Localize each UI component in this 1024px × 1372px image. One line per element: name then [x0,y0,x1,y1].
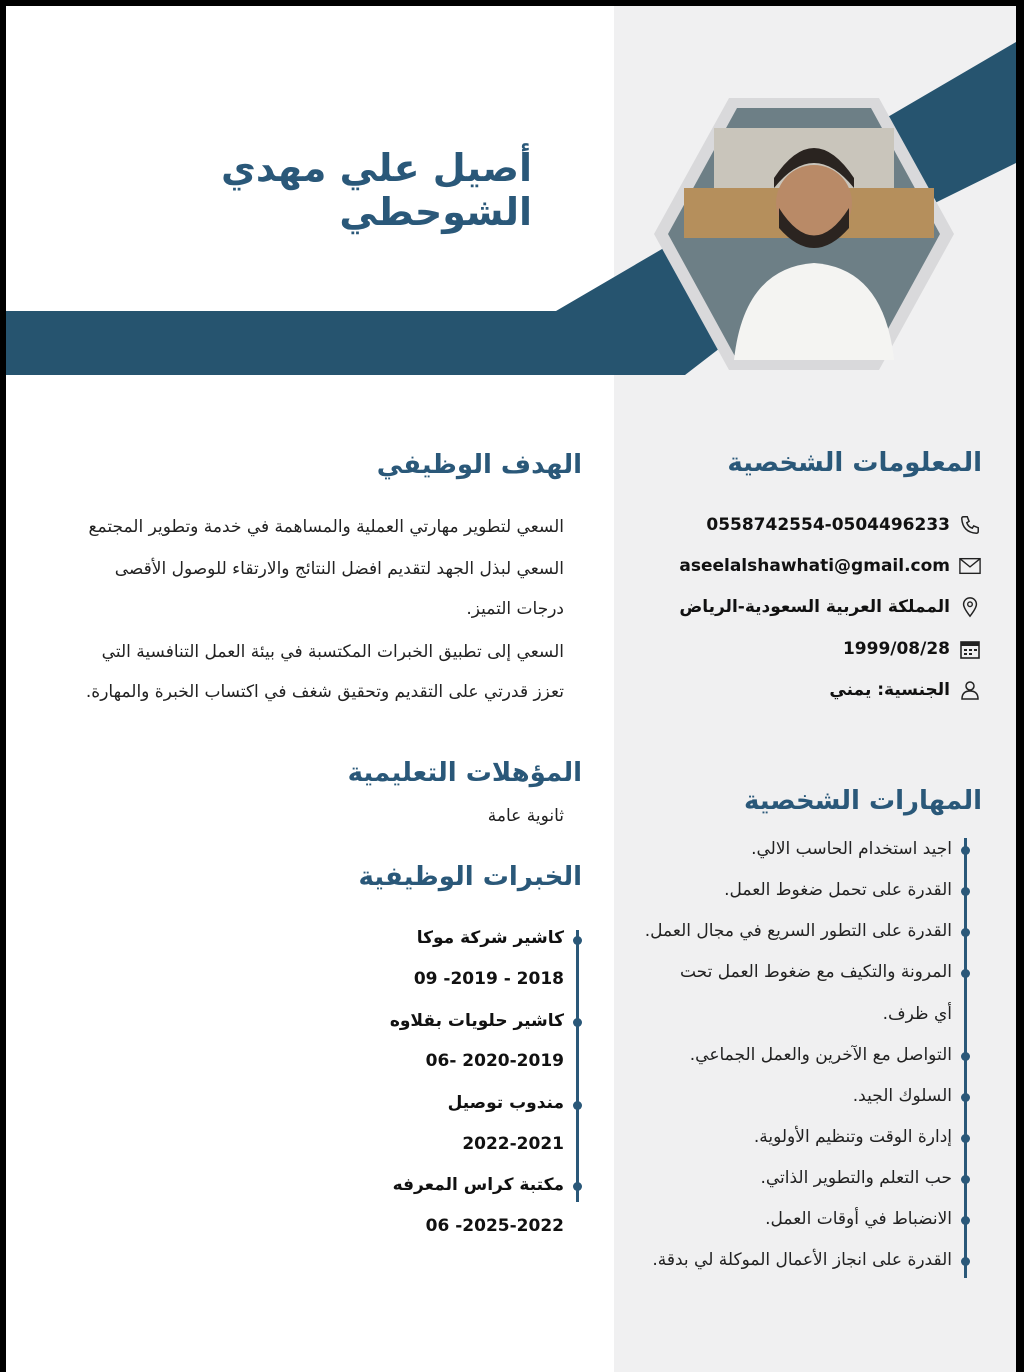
objective-line: السعي لبذل الجهد لتقديم افضل النتائج والارتقاء للوصول الأقصى [114,559,564,579]
birthdate-value: 1999/08/28 [842,639,950,659]
skill-item: إدارة الوقت وتنظيم الأولوية. [753,1127,952,1147]
objective-line: درجات التميز. [466,599,564,619]
personal-info-title: المعلومات الشخصية [727,448,982,478]
experience-timeline [576,930,579,1202]
timeline-dot [573,1018,582,1027]
skill-item: القدرة على تحمل ضغوط العمل. [724,880,952,900]
birthdate-row [843,634,982,664]
skill-item: اجيد استخدام الحاسب الالي. [751,839,952,859]
skill-item: المرونة والتكيف مع ضغوط العمل تحت [679,962,952,982]
experience-role: كاشير حلويات بقلاوه [389,1011,564,1031]
objective-line: السعي إلى تطبيق الخبرات المكتسبة في بيئة العمل التنافسية التي [101,642,564,662]
experience-period: 06- 2020-2019 [425,1051,564,1071]
education-title: المؤهلات التعليمية [347,758,582,788]
skill-dot [961,1257,970,1266]
timeline-dot [573,1182,582,1191]
education-value: ثانوية عامة [487,806,564,826]
skill-dot [961,1093,970,1102]
experience-period: 06 -2025-2022 [425,1216,564,1236]
skill-item: حب التعلم والتطوير الذاتي. [760,1168,952,1188]
phone-row [706,510,982,540]
objective-title: الهدف الوظيفي [376,450,582,480]
skill-dot [961,846,970,855]
location-row [679,592,982,622]
skill-item: السلوك الجيد. [852,1086,952,1106]
skill-dot [961,928,970,937]
page-border [1016,0,1024,1372]
email-row [679,551,982,581]
objective-line: تعزز قدرتي على التقديم وتحقيق شغف في اكتساب الخبرة والمهارة. [85,682,564,702]
location-value: المملكة العربية السعودية-الرياض [679,597,950,617]
skills-title: المهارات الشخصية [744,786,982,816]
calendar-icon [958,637,982,661]
skill-item: القدرة على التطور السريع في مجال العمل. [644,921,952,941]
experience-role: مندوب توصيل [447,1093,564,1113]
candidate-name: أصيل علي مهدي الشوحطي [221,146,532,234]
skill-dot [961,969,970,978]
skill-dot [961,1175,970,1184]
experience-period: 2022-2021 [462,1134,564,1154]
skill-item: التواصل مع الآخرين والعمل الجماعي. [689,1045,952,1065]
page-border [0,0,1024,6]
skill-dot [961,1134,970,1143]
phone-icon [958,513,982,537]
skill-dot [961,1052,970,1061]
experience-role: مكتبة كراس المعرفه [392,1175,564,1195]
phone-value: 0558742554-0504496233 [706,515,950,535]
user-icon [958,678,982,702]
skill-item: أي ظرف. [882,1004,952,1024]
skill-dot [961,1216,970,1225]
profile-photo [654,98,954,374]
experience-period: 09 -2019 - 2018 [413,969,564,989]
objective-line: السعي لتطوير مهارتي العملية والمساهمة في خدمة وتطوير المجتمع [88,517,564,537]
mail-icon [958,554,982,578]
timeline-dot [573,1101,582,1110]
nationality-value: الجنسية: يمني [829,680,950,700]
skill-item: القدرة على انجاز الأعمال الموكلة لي بدقة. [652,1250,952,1270]
email-value: aseelalshawhati@gmail.com [679,556,950,576]
map-pin-icon [958,595,982,619]
page-border [0,0,6,1372]
experience-role: كاشير شركة موكا [416,928,564,948]
experience-title: الخبرات الوظيفية [358,862,582,892]
nationality-row [829,675,982,705]
skill-dot [961,887,970,896]
timeline-dot [573,936,582,945]
skill-item: الانضباط في أوقات العمل. [765,1209,952,1229]
